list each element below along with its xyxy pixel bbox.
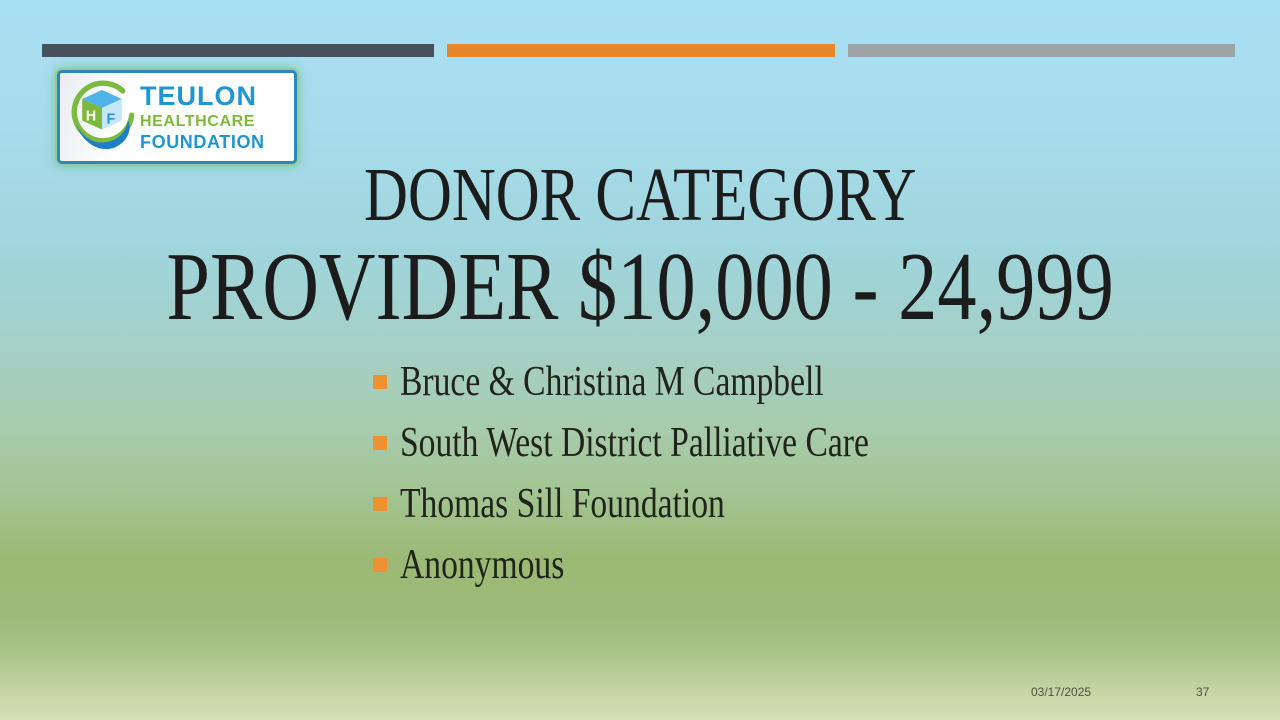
logo-line-foundation: FOUNDATION — [140, 132, 265, 152]
accent-bar-dark — [42, 44, 434, 57]
logo-wordmark — [140, 83, 265, 151]
slide-number: 37 — [1196, 685, 1210, 699]
donor-list — [373, 351, 986, 595]
teulon-healthcare-foundation-logo — [57, 70, 297, 164]
list-item — [373, 412, 986, 473]
hand-cube-logo-icon — [66, 77, 138, 157]
donor-name: Thomas Sill Foundation — [400, 480, 725, 527]
donor-name: Anonymous — [400, 541, 565, 588]
title-line1-text: DONOR CATEGORY — [363, 153, 917, 237]
title-provider-range — [0, 233, 1280, 341]
svg-text:F: F — [106, 111, 116, 128]
bullet-square-icon — [373, 436, 387, 450]
list-item — [373, 534, 986, 595]
title-line2-text: PROVIDER $10,000 - 24,999 — [166, 233, 1114, 341]
list-item — [373, 351, 986, 412]
donor-name: South West District Palliative Care — [400, 419, 869, 466]
donor-name: Bruce & Christina M Campbell — [400, 358, 824, 405]
title-donor-category — [0, 152, 1280, 238]
accent-bar-orange — [447, 44, 835, 57]
svg-text:H: H — [85, 108, 97, 125]
footer-date: 03/17/2025 — [1031, 685, 1092, 699]
accent-bar-gray — [848, 44, 1235, 57]
bullet-square-icon — [373, 375, 387, 389]
slide-title — [0, 152, 1280, 341]
logo-line-teulon: TEULON — [140, 81, 257, 111]
bullet-square-icon — [373, 497, 387, 511]
logo-line-healthcare: HEALTHCARE — [140, 113, 256, 130]
list-item — [373, 473, 986, 534]
bullet-square-icon — [373, 558, 387, 572]
